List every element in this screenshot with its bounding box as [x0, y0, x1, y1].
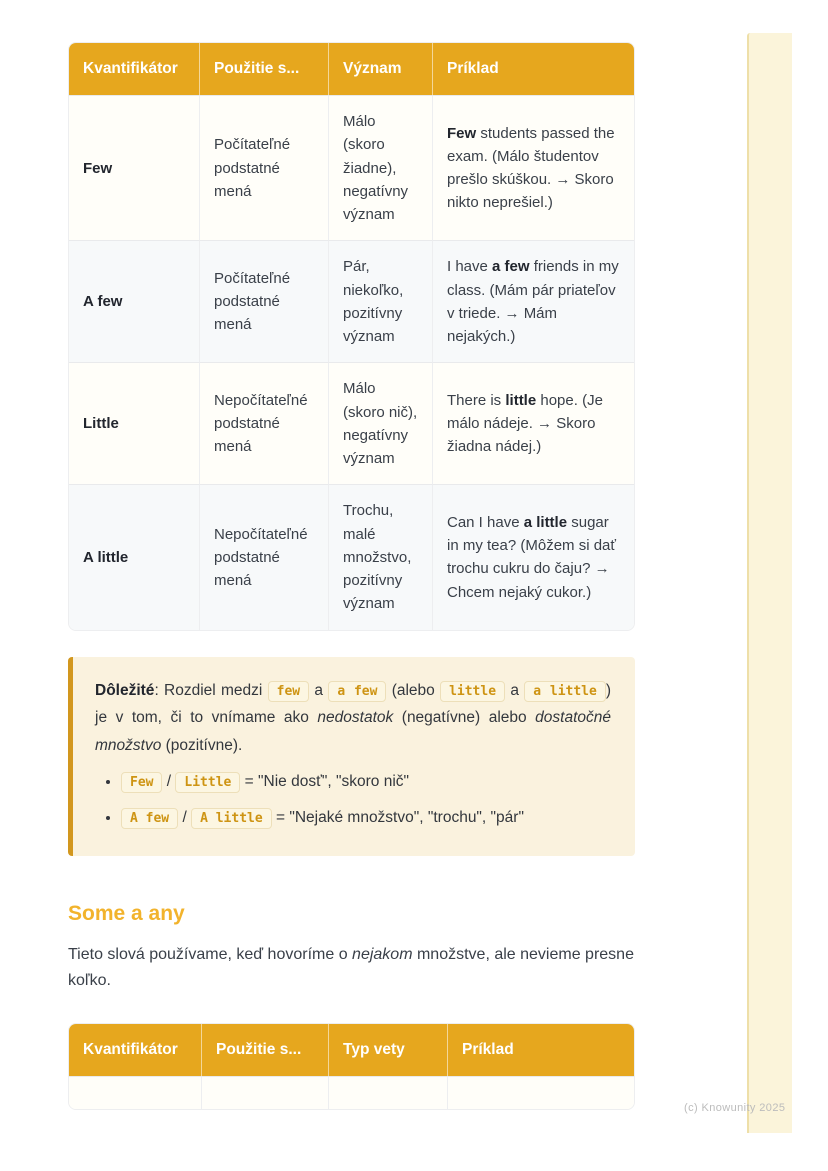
bullet-text: = "Nejaké množstvo", "trochu", "pár"	[271, 809, 524, 827]
example-pre: There is	[447, 391, 506, 409]
example-bold: a little	[523, 513, 568, 531]
stub-cell	[69, 1076, 201, 1109]
example-pre: I have	[447, 258, 493, 276]
quantifier-cell: Few	[69, 95, 199, 240]
stub-cell	[447, 1076, 634, 1109]
bullet-text: = "Nie dosť", "skoro nič"	[240, 773, 410, 791]
stub-cell	[201, 1076, 328, 1109]
sentence-type-table	[68, 1023, 635, 1110]
callout-text: (alebo	[386, 681, 441, 699]
bullet-item	[121, 804, 611, 832]
header-cell-sentence-type: Typ vety	[328, 1024, 447, 1076]
header-cell-example: Príklad	[432, 43, 634, 95]
code-chip-few-cap: Few	[121, 772, 162, 793]
header-cell-usage: Použitie s...	[199, 43, 328, 95]
quantifier-cell: Little	[69, 362, 199, 484]
quantifier-cell: A few	[69, 240, 199, 362]
quantifier-table	[68, 42, 635, 631]
watermark: (c) Knowunity 2025	[684, 1102, 786, 1114]
header-cell-quantifier: Kvantifikátor	[69, 43, 199, 95]
callout-text: a	[505, 681, 525, 699]
intro-text: množstve, ale nevieme presne koľko.	[68, 945, 634, 990]
meaning-cell: Málo (skoro žiadne), negatívny význam	[328, 95, 432, 240]
header-cell-example: Príklad	[447, 1024, 634, 1076]
code-chip-few: few	[268, 681, 309, 702]
table-row	[69, 95, 634, 240]
header-cell-quantifier: Kvantifikátor	[69, 1024, 201, 1076]
example-bold: a few	[492, 258, 530, 276]
code-chip-a-few: a few	[328, 681, 386, 702]
callout-paragraph	[95, 677, 611, 761]
header-cell-meaning: Význam	[328, 43, 432, 95]
example-bold: Few	[447, 124, 477, 142]
em-nedostatok: nedostatok	[317, 709, 394, 727]
header-cell-usage: Použitie s...	[201, 1024, 328, 1076]
example-pre: Can I have	[447, 513, 524, 531]
callout-text: : Rozdiel medzi	[154, 681, 268, 699]
section-intro	[68, 942, 635, 995]
example-cell	[432, 240, 634, 362]
code-chip-little-cap: Little	[175, 772, 240, 793]
callout-title: Dôležité	[95, 681, 155, 699]
meaning-cell: Trochu, malé množstvo, pozitívny význam	[328, 484, 432, 629]
table-row	[69, 484, 634, 629]
example-post: sugar in my tea? (Môžem si dať trochu cukru do čaju? → Chcem nejaký cukor.)	[447, 513, 617, 601]
stub-cell	[328, 1076, 447, 1109]
callout-text: a	[309, 681, 329, 699]
code-chip-little: little	[440, 681, 505, 702]
next-page-edge	[747, 33, 792, 1133]
usage-cell: Nepočítateľné podstatné mená	[199, 362, 328, 484]
usage-cell: Počítateľné podstatné mená	[199, 95, 328, 240]
section-heading-some-a-any: Some a any	[68, 901, 185, 925]
quantifier-cell: A little	[69, 484, 199, 629]
bullet-separator: /	[178, 809, 192, 827]
bullet-separator: /	[162, 773, 176, 791]
table-row	[69, 240, 634, 362]
callout-text: (negatívne) alebo	[393, 709, 536, 727]
usage-cell: Počítateľné podstatné mená	[199, 240, 328, 362]
code-chip-a-little-cap: A little	[191, 808, 272, 829]
example-post: friends in my class. (Mám pár priateľov v triede. → Mám nejakých.)	[447, 258, 619, 345]
em-nejakom: nejakom	[352, 945, 413, 963]
example-cell	[432, 362, 634, 484]
document-content	[68, 42, 635, 1110]
callout-text: ) je v tom, či to vnímame ako	[95, 681, 611, 727]
usage-cell: Nepočítateľné podstatné mená	[199, 484, 328, 629]
intro-text: Tieto slová používame, keď hovoríme o	[68, 945, 353, 963]
table-header-row	[69, 1024, 634, 1076]
code-chip-a-few-cap: A few	[121, 808, 178, 829]
example-cell	[432, 95, 634, 240]
table-row	[69, 362, 634, 484]
example-bold: little	[505, 391, 537, 409]
code-chip-a-little: a little	[524, 681, 606, 702]
bullet-item	[121, 768, 611, 796]
partial-table-row	[69, 1076, 634, 1109]
example-post: hope. (Je málo nádeje. → Skoro žiadna nádej.)	[447, 391, 603, 456]
meaning-cell: Pár, niekoľko, pozitívny význam	[328, 240, 432, 362]
meaning-cell: Málo (skoro nič), negatívny význam	[328, 362, 432, 484]
important-callout	[68, 657, 635, 856]
example-post: students passed the exam. (Málo študentov prešlo skúškou. → Skoro nikto neprešiel.)	[447, 124, 615, 212]
em-dostatocne-mnozstvo: dostatočné množstvo	[95, 709, 611, 755]
callout-text: (pozitívne).	[161, 737, 243, 755]
example-cell	[432, 484, 634, 629]
callout-bullet-list	[95, 768, 611, 832]
table-header-row	[69, 43, 634, 95]
